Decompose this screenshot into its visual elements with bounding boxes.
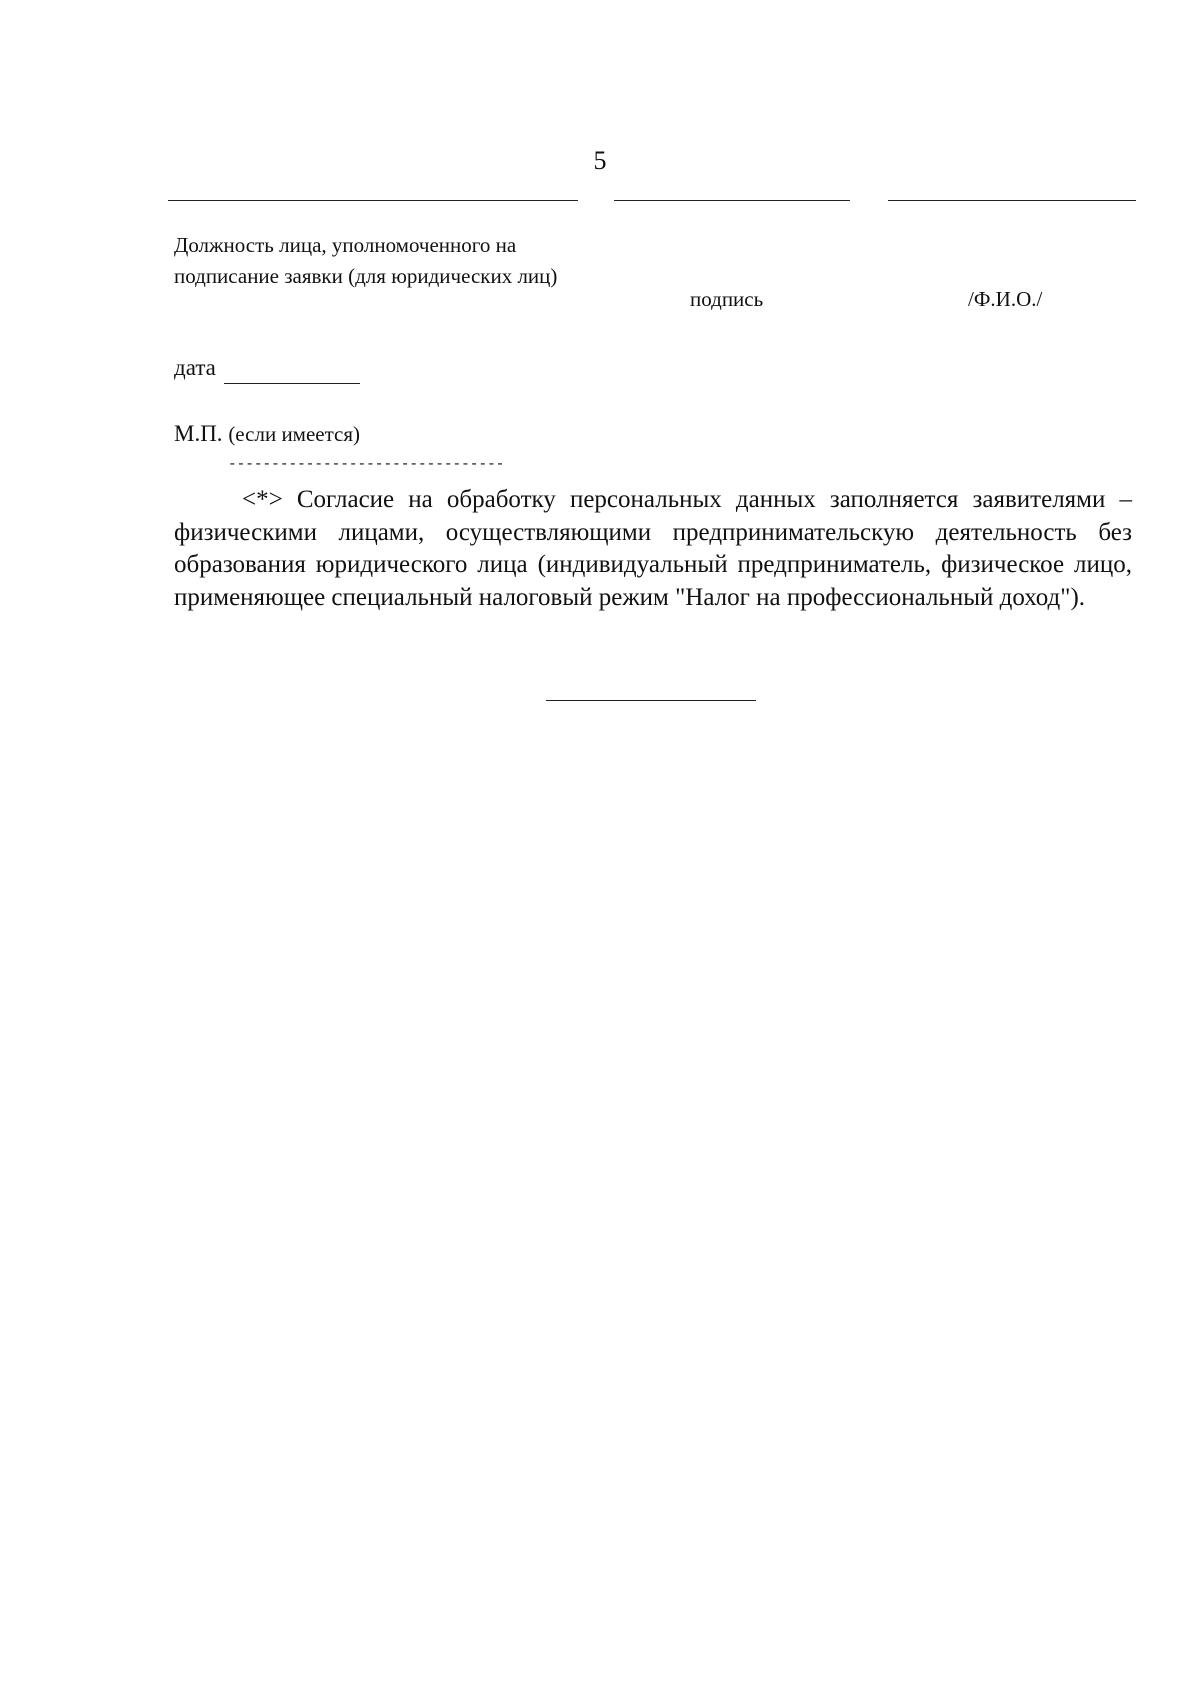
signature-blank-line [614, 200, 850, 201]
date-row [174, 352, 360, 384]
stamp-note: (если имеется) [228, 422, 361, 446]
date-blank-line [224, 357, 360, 384]
stamp-label: М.П. [174, 421, 223, 446]
signature-label: подпись [690, 287, 764, 311]
footnote-text: <*> Согласие на обработку персональных данных заполняется заявителями – физическими лицами, осуществляющими предпринимательскую деятельность без образования юридического лица (индивидуальный предприниматель, физическое лицо, применяющее специальный налоговый режим "Налог на профессиональный доход"). [174, 486, 1132, 611]
page-number: 5 [593, 146, 607, 175]
stamp-row [174, 418, 360, 450]
date-label: дата [174, 355, 216, 380]
name-label: /Ф.И.О./ [968, 287, 1043, 311]
position-blank-line [168, 200, 578, 201]
footnote-separator: -------------------------------- [228, 457, 505, 473]
name-blank-line [888, 200, 1136, 201]
position-label: Должность лица, уполномоченного на подписание заявки (для юридических лиц) [174, 233, 558, 288]
end-of-document-line [546, 700, 756, 701]
